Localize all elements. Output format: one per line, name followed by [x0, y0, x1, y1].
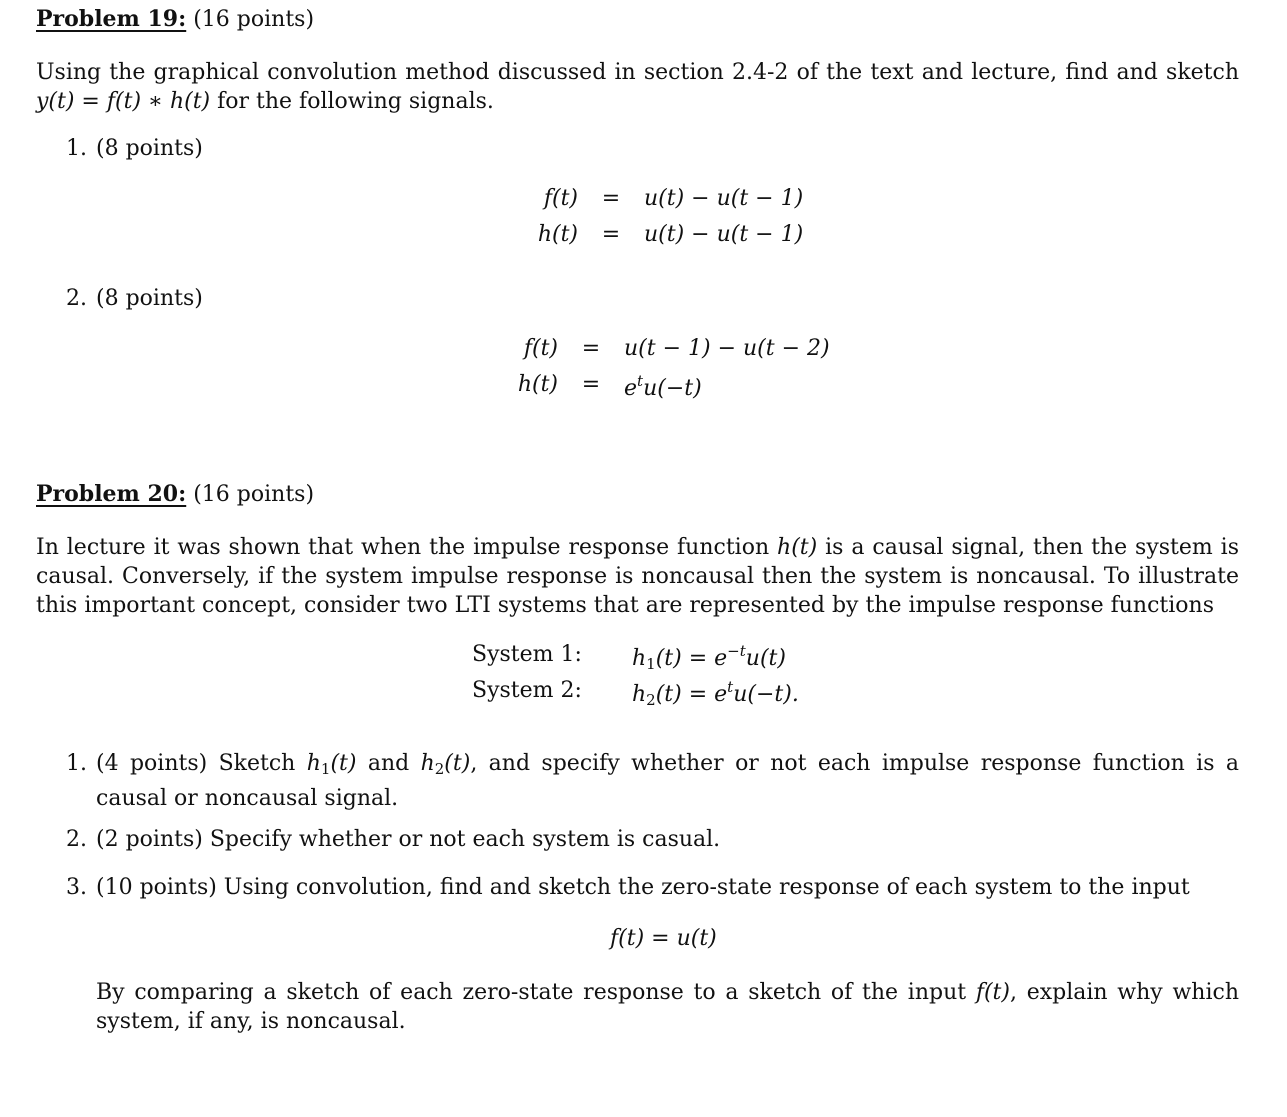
exp-tail: u(−t)	[643, 376, 702, 401]
h2-subscript: 2	[434, 760, 445, 778]
followup-f: f(t)	[975, 980, 1010, 1005]
problem-19-intro	[36, 58, 1239, 116]
item-label: (8 points)	[96, 136, 203, 161]
item-body: (10 points) Using convolution, find and sketch the zero-state response of each system to the input	[96, 875, 1190, 900]
problem-19-points: (16 points)	[193, 7, 315, 32]
problem-20-item-3	[66, 873, 1239, 902]
exp-superscript: t	[727, 678, 734, 696]
exp-superscript: −t	[727, 642, 746, 660]
systems-table	[472, 642, 922, 712]
exp-base: e	[624, 376, 638, 401]
problem-19-item-2-equations	[496, 336, 896, 406]
h1-symbol: h	[306, 751, 321, 776]
equation-relation: =	[601, 222, 621, 247]
item-text: , and specify whether or not each impulse response function is a causal or noncausal signal.	[96, 751, 1240, 811]
h-mid: (t) = e	[655, 646, 728, 671]
h1-subscript: 1	[320, 760, 331, 778]
h-tail: u(t)	[745, 646, 786, 671]
h2-symbol: h	[420, 751, 435, 776]
equation-rhs: u(t) − u(t − 1)	[644, 222, 804, 247]
problem-19-intro-text: Using the graphical convolution method discussed in section 2.4-2 of the text and lecture, find and sketch	[36, 60, 1239, 85]
system-1-label: System 1:	[472, 642, 582, 667]
problem-19-title: Problem 19:	[36, 6, 187, 32]
problem-19-item-1	[66, 134, 1239, 163]
item-number: 2.	[66, 286, 87, 311]
problem-20-intro-h: h(t)	[777, 535, 818, 560]
h-symbol: h	[632, 646, 647, 671]
equation-relation: =	[601, 186, 621, 211]
problem-19-intro-fh: f(t) ∗ h(t)	[106, 89, 211, 114]
equation-lhs: h(t)	[517, 372, 558, 397]
equation-relation: =	[581, 372, 601, 397]
problem-19-intro-y: y(t) =	[36, 89, 100, 114]
h-mid: (t) = e	[655, 682, 728, 707]
problem-20-intro	[36, 533, 1239, 620]
item-number: 2.	[66, 827, 87, 852]
item-number: 1.	[66, 751, 87, 776]
item-body: (2 points) Specify whether or not each system is casual.	[96, 827, 721, 852]
problem-19-heading	[36, 6, 314, 32]
item-label: (8 points)	[96, 286, 203, 311]
problem-19-item-2	[66, 284, 1239, 313]
h2-tail: (t)	[444, 751, 471, 776]
problem-19-intro-tail: for the following signals.	[210, 89, 494, 114]
problem-20-item-3-followup	[66, 978, 1239, 1036]
problem-20-item-2	[66, 825, 1239, 854]
followup-body	[96, 978, 1239, 1036]
equation-lhs: f(t)	[523, 336, 558, 361]
exp-superscript: t	[637, 372, 644, 390]
followup-tail: , explain why which system, if any, is noncausal.	[96, 980, 1239, 1034]
item-number: 1.	[66, 136, 87, 161]
equation-relation: =	[581, 336, 601, 361]
equation-rhs	[624, 372, 702, 401]
equation-rhs: u(t) − u(t − 1)	[644, 186, 804, 211]
problem-20-points: (16 points)	[193, 482, 315, 507]
followup-text: By comparing a sketch of each zero-state response to a sketch of the input	[96, 980, 976, 1005]
system-1-equation	[632, 642, 786, 673]
problem-20-intro-text: In lecture it was shown that when the impulse response function	[36, 535, 778, 560]
h-symbol: h	[632, 682, 647, 707]
equation-lhs: h(t)	[537, 222, 578, 247]
item-text: and	[356, 751, 421, 776]
item-text: (4 points) Sketch	[96, 751, 307, 776]
system-2-equation	[632, 678, 799, 709]
item-number: 3.	[66, 875, 87, 900]
problem-20-title: Problem 20:	[36, 481, 187, 507]
input-equation: f(t) = u(t)	[610, 926, 717, 951]
h1-tail: (t)	[330, 751, 357, 776]
system-2-label: System 2:	[472, 678, 582, 703]
h-subscript: 2	[646, 691, 656, 709]
problem-20-item-1	[66, 749, 1239, 813]
item-body	[96, 749, 1239, 813]
equation-rhs: u(t − 1) − u(t − 2)	[624, 336, 830, 361]
problem-20-heading	[36, 481, 314, 507]
problem-19-item-1-equations	[516, 186, 916, 256]
h-tail: u(−t).	[733, 682, 799, 707]
equation-lhs: f(t)	[543, 186, 578, 211]
problem-20-intro-tail: is a causal signal, then the system is causal. Conversely, if the system impulse response is noncausal then the system is noncausal. To illustrate this important concept, consider two LTI systems that are represented by the impulse response functions	[36, 535, 1239, 618]
h-subscript: 1	[646, 655, 656, 673]
